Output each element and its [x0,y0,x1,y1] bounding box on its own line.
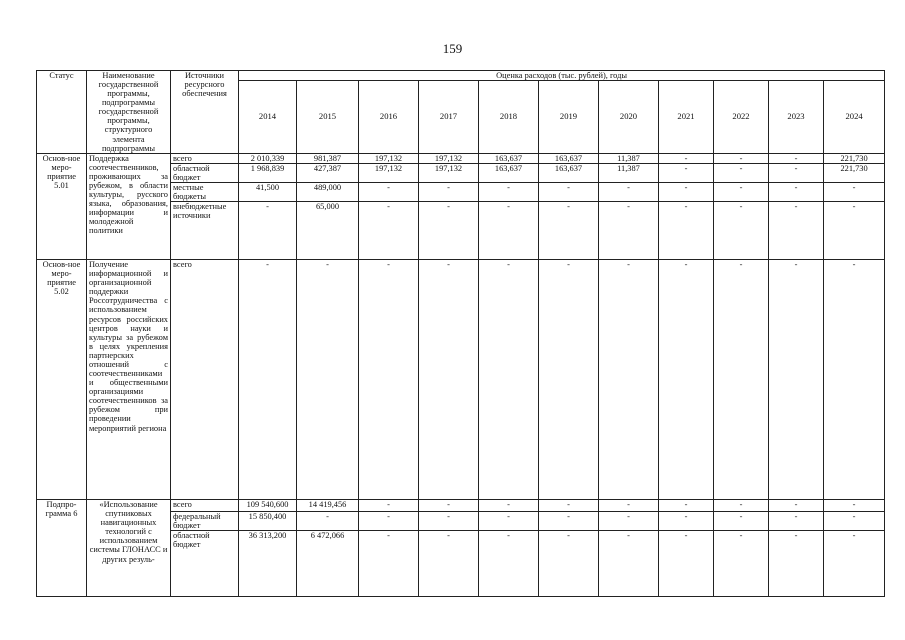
value-cell: 221,730 [824,163,885,182]
value-cell: 1 968,839 [239,163,297,182]
value-cell: - [479,202,539,260]
year-header: 2018 [479,81,539,153]
value-cell: - [714,500,769,512]
value-cell: - [714,260,769,500]
value-cell: 163,637 [479,153,539,163]
source-cell: областной бюджет [171,163,239,182]
value-cell: - [769,182,824,201]
value-cell: - [714,531,769,597]
value-cell: 65,000 [297,202,359,260]
value-cell: - [769,500,824,512]
budget-table [36,70,885,597]
value-cell: 197,132 [359,153,419,163]
header-sources: Источники ресурсного обеспечения [171,71,239,154]
value-cell: - [769,202,824,260]
value-cell: - [769,512,824,531]
value-cell: - [419,531,479,597]
value-cell: - [599,202,659,260]
value-cell: - [824,531,885,597]
header-name: Наименование государственной программы, подпрограммы государственной программы, структурного элемента подпрограммы [87,71,171,154]
table-row [37,260,885,500]
source-cell: всего [171,153,239,163]
value-cell: - [539,202,599,260]
value-cell: - [769,163,824,182]
value-cell: - [714,202,769,260]
value-cell: 197,132 [359,163,419,182]
value-cell: - [659,163,714,182]
value-cell: - [359,182,419,201]
year-header: 2021 [659,81,714,153]
value-cell: - [359,531,419,597]
value-cell: - [659,182,714,201]
source-cell: местные бюджеты [171,182,239,201]
year-header: 2023 [769,81,824,153]
value-cell: - [714,153,769,163]
source-cell: областной бюджет [171,531,239,597]
value-cell: - [419,512,479,531]
value-cell: - [539,182,599,201]
source-cell: всего [171,260,239,500]
value-cell: - [539,531,599,597]
value-cell: - [659,512,714,531]
value-cell: - [239,260,297,500]
value-cell: - [297,512,359,531]
year-header: 2015 [297,81,359,153]
value-cell: - [359,500,419,512]
header-status: Статус [37,71,87,154]
value-cell: - [539,260,599,500]
value-cell: - [359,512,419,531]
value-cell: - [599,512,659,531]
value-cell: 163,637 [539,153,599,163]
value-cell: - [419,202,479,260]
table-row [37,500,885,512]
value-cell: 163,637 [479,163,539,182]
value-cell: 981,387 [297,153,359,163]
value-cell: 36 313,200 [239,531,297,597]
value-cell: - [769,153,824,163]
value-cell: - [479,512,539,531]
program-name-cell: Поддержка соотечественников, проживающих за рубежом, в области культуры, русского языка, образования, информации и молодежной политики [87,153,171,259]
value-cell: - [479,531,539,597]
year-header: 2019 [539,81,599,153]
value-cell: - [539,500,599,512]
value-cell: - [824,260,885,500]
value-cell: 109 540,600 [239,500,297,512]
value-cell: - [824,512,885,531]
table-row [37,153,885,163]
value-cell: - [714,163,769,182]
value-cell: - [419,182,479,201]
year-header: 2016 [359,81,419,153]
value-cell: - [769,531,824,597]
value-cell: - [659,260,714,500]
value-cell: 11,387 [599,163,659,182]
value-cell: - [239,202,297,260]
status-cell: Подпро-грамма 6 [37,500,87,597]
value-cell: 41,500 [239,182,297,201]
value-cell: - [419,260,479,500]
status-cell: Основ-ное меро-приятие 5.02 [37,260,87,500]
value-cell: - [419,500,479,512]
value-cell: 14 419,456 [297,500,359,512]
value-cell: 2 010,339 [239,153,297,163]
value-cell: - [659,500,714,512]
value-cell: - [599,260,659,500]
value-cell: 197,132 [419,163,479,182]
year-header: 2017 [419,81,479,153]
value-cell: - [769,260,824,500]
value-cell: - [359,260,419,500]
value-cell: - [297,260,359,500]
value-cell: - [359,202,419,260]
program-name-cell: «Использование спутниковых навигационных технологий с использованием системы ГЛОНАСС и других резуль- [87,500,171,597]
value-cell: - [824,500,885,512]
value-cell: - [824,182,885,201]
value-cell: 15 850,400 [239,512,297,531]
source-cell: внебюджетные источники [171,202,239,260]
year-header: 2014 [239,81,297,153]
year-header: 2022 [714,81,769,153]
value-cell: - [539,512,599,531]
value-cell: 197,132 [419,153,479,163]
value-cell: - [479,500,539,512]
status-cell: Основ-ное меро-приятие 5.01 [37,153,87,259]
source-cell: всего [171,500,239,512]
value-cell: - [824,202,885,260]
value-cell: 163,637 [539,163,599,182]
value-cell: 6 472,066 [297,531,359,597]
value-cell: 221,730 [824,153,885,163]
value-cell: 427,387 [297,163,359,182]
year-header: 2024 [824,81,885,153]
program-name-cell: Получение информационной и организационной поддержки Россотрудничества с использованием ресурсов российских центров науки и культуры за рубежом в целях укрепления партнерских отношений с соотечественниками и общественными организациями соотечественников за рубежом при проведении мероприятий региона [87,260,171,500]
value-cell: - [599,182,659,201]
year-header: 2020 [599,81,659,153]
value-cell: - [659,153,714,163]
value-cell: - [599,500,659,512]
value-cell: - [659,531,714,597]
value-cell: - [659,202,714,260]
value-cell: 489,000 [297,182,359,201]
value-cell: - [479,260,539,500]
value-cell: - [479,182,539,201]
value-cell: - [714,512,769,531]
header-estimate: Оценка расходов (тыс. рублей), годы [239,71,885,81]
source-cell: федеральный бюджет [171,512,239,531]
value-cell: 11,387 [599,153,659,163]
value-cell: - [714,182,769,201]
page-number: 159 [442,41,463,56]
value-cell: - [599,531,659,597]
